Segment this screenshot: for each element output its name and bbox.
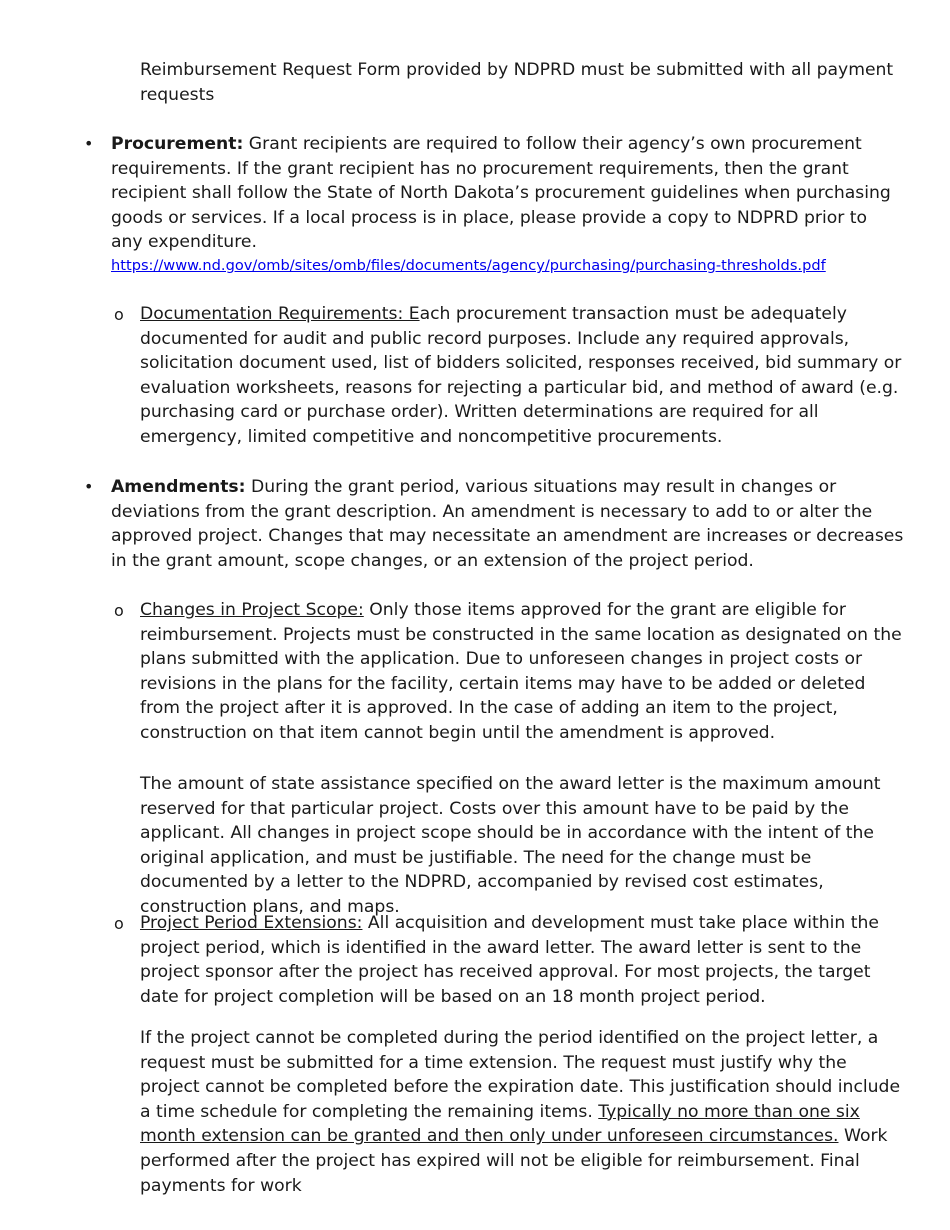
- scope-bullet: o: [114, 601, 124, 620]
- documentation-paragraph: [140, 302, 905, 450]
- amendments-bullet: •: [84, 477, 94, 496]
- procurement-paragraph: [111, 132, 901, 255]
- procurement-body: Grant recipients are required to follow their agency’s own procurement requirements. If the grant recipient has no procurement requirements, then the grant recipient shall follow the State of North Dakota’s procurement guidelines when purchasing goods or services. If a local process is in place, please provide a copy to NDPRD prior to any expenditure.: [111, 134, 891, 253]
- intro-paragraph: Reimbursement Request Form provided by NDPRD must be submitted with all payment requests: [140, 60, 894, 105]
- documentation-label: Documentation Requirements: E: [140, 304, 420, 324]
- extensions-label: Project Period Extensions:: [140, 913, 363, 933]
- scope-paragraph: [140, 598, 905, 746]
- documentation-body: ach procurement transaction must be adequately documented for audit and public record purposes. Include any required approvals, solicitation document used, list of bidders solicited, responses received, bid summary or evaluation worksheets, reasons for rejecting a particular bid, and method of award (e.g. purchasing card or purchase order). Written determinations are required for all emergency, limited competitive and noncompetitive procurements.: [140, 304, 902, 447]
- extensions-paragraph-2: If the project cannot be completed during the period identified on the project letter, a request must be submitted for a time extension. The request must justify why the project cannot be completed before the expiration date. This justification should include a time schedule for completing the remaining items. Typically no more than one six month extension can be granted and then only under unforeseen circumstances. Work performed after the project has expired will not be eligible for reimbursement. Final payments for work: [140, 1028, 901, 1196]
- procurement-thresholds-link[interactable]: https://www.nd.gov/omb/sites/omb/files/documents/agency/purchasing/purchasing-thresholds.pdf: [111, 257, 826, 274]
- procurement-link-line: [111, 253, 911, 279]
- amendments-body: During the grant period, various situations may result in changes or deviations from the grant description. An amendment is necessary to add to or alter the approved project. Changes that may necessitate an amendment are increases or decreases in the grant amount, scope changes, or an extension of the project period.: [111, 477, 904, 571]
- scope-paragraph-2: The amount of state assistance specified on the award letter is the maximum amount reserved for that particular project. Costs over this amount have to be paid by the applicant. All changes in project scope should be in accordance with the intent of the original application, and must be justifiable. The need for the change must be documented by a letter to the NDPRD, accompanied by revised cost estimates, construction plans, and maps.: [140, 774, 881, 917]
- procurement-bullet: •: [84, 134, 94, 153]
- amendments-heading: Amendments:: [111, 477, 246, 497]
- extensions-paragraph: [140, 911, 905, 1009]
- amendments-paragraph: [111, 475, 906, 573]
- documentation-bullet: o: [114, 305, 124, 324]
- scope-body: Only those items approved for the grant are eligible for reimbursement. Projects must be constructed in the same location as designated on the plans submitted with the application. Due to unforeseen changes in project costs or revisions in the plans for the facility, certain items may have to be added or deleted from the project after it is approved. In the case of adding an item to the project, construction on that item cannot begin until the amendment is approved.: [140, 600, 902, 743]
- extensions-bullet: o: [114, 914, 124, 933]
- extension-limit-note: Typically no more than one six month extension can be granted and then only under unforeseen circumstances.: [140, 1101, 860, 1147]
- scope-label: Changes in Project Scope:: [140, 600, 364, 620]
- procurement-heading: Procurement:: [111, 134, 244, 154]
- extensions-body: All acquisition and development must take place within the project period, which is identified in the award letter. The award letter is sent to the project sponsor after the project has received approval. For most projects, the target date for project completion will be based on an 18 month project period.: [140, 913, 879, 1007]
